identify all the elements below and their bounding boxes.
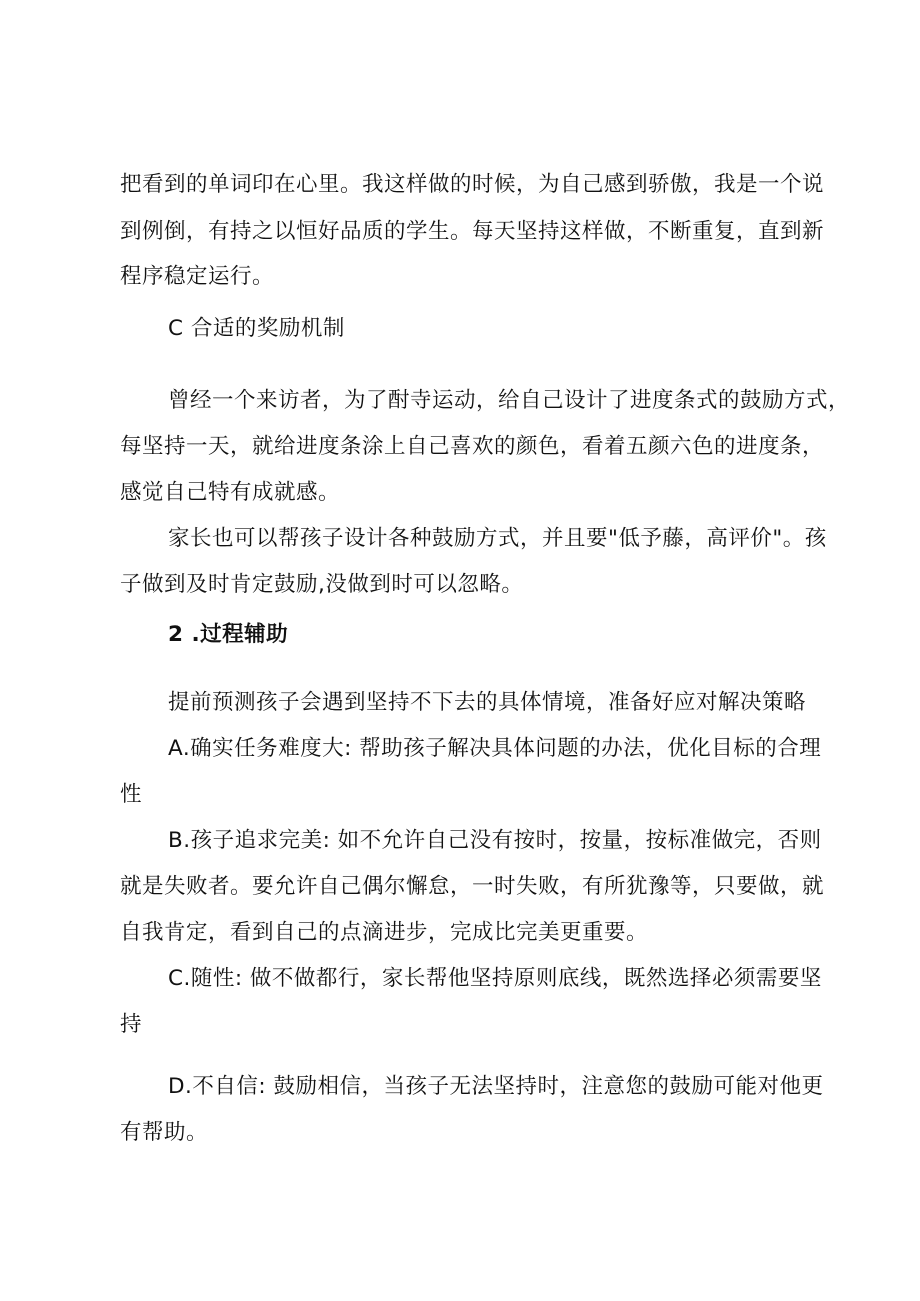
paragraph-line-18: 持: [120, 1012, 143, 1037]
paragraph-line-19: D.不自信: 鼓励相信，当孩子无法坚持时，注意您的鼓励可能对他更: [168, 1074, 824, 1099]
paragraph-line-14: B.孩子追求完美: 如不允许自己没有按时，按量，按标准做完，否则: [168, 828, 822, 853]
paragraph-line-9: 子做到及时肯定鼓励,没做到时可以忽略。: [120, 572, 524, 597]
paragraph-line-3: 程序稳定运行。: [120, 264, 275, 289]
paragraph-line-15: 就是失败者。要允许自己偶尔懈怠，一时失败，有所犹豫等，只要做，就: [120, 874, 825, 899]
paragraph-line-6: 每坚持一天，就给进度条涂上自己喜欢的颜色，看着五颜六色的进度条，: [120, 434, 825, 459]
paragraph-line-12: A.确实任务难度大: 帮助孩子解决具体问题的办法，优化目标的合理: [168, 736, 822, 761]
paragraph-line-16: 自我肯定，看到自己的点滴进步，完成比完美更重要。: [120, 920, 649, 945]
section-subheading-c: C 合适的奖励机制: [168, 316, 345, 341]
paragraph-line-20: 有帮助。: [120, 1120, 209, 1145]
paragraph-line-1: 把看到的单词印在心里。我这样做的时候，为自己感到骄傲，我是一个说: [120, 172, 825, 197]
paragraph-line-7: 感觉自己特有成就感。: [120, 480, 341, 505]
paragraph-line-17: C.随性: 做不做都行，家长帮他坚持原则底线，既然选择必须需要坚: [168, 966, 822, 991]
paragraph-line-11: 提前预测孩子会遇到坚持不下去的具体情境，准备好应对解决策略: [168, 690, 807, 715]
section-heading-process: 2 .过程辅助: [168, 622, 289, 647]
paragraph-line-5: 曾经一个来访者，为了酎寺运动，给自己设计了进度条式的鼓励方式，: [168, 388, 851, 413]
paragraph-line-13: 性: [120, 782, 143, 807]
paragraph-line-8: 家长也可以帮孩子设计各种鼓励方式，并且要"低予藤，高评价"。孩: [168, 526, 827, 551]
paragraph-line-2: 到例倒，有持之以恒好品质的学生。每天坚持这样做，不断重复，直到新: [120, 219, 825, 244]
